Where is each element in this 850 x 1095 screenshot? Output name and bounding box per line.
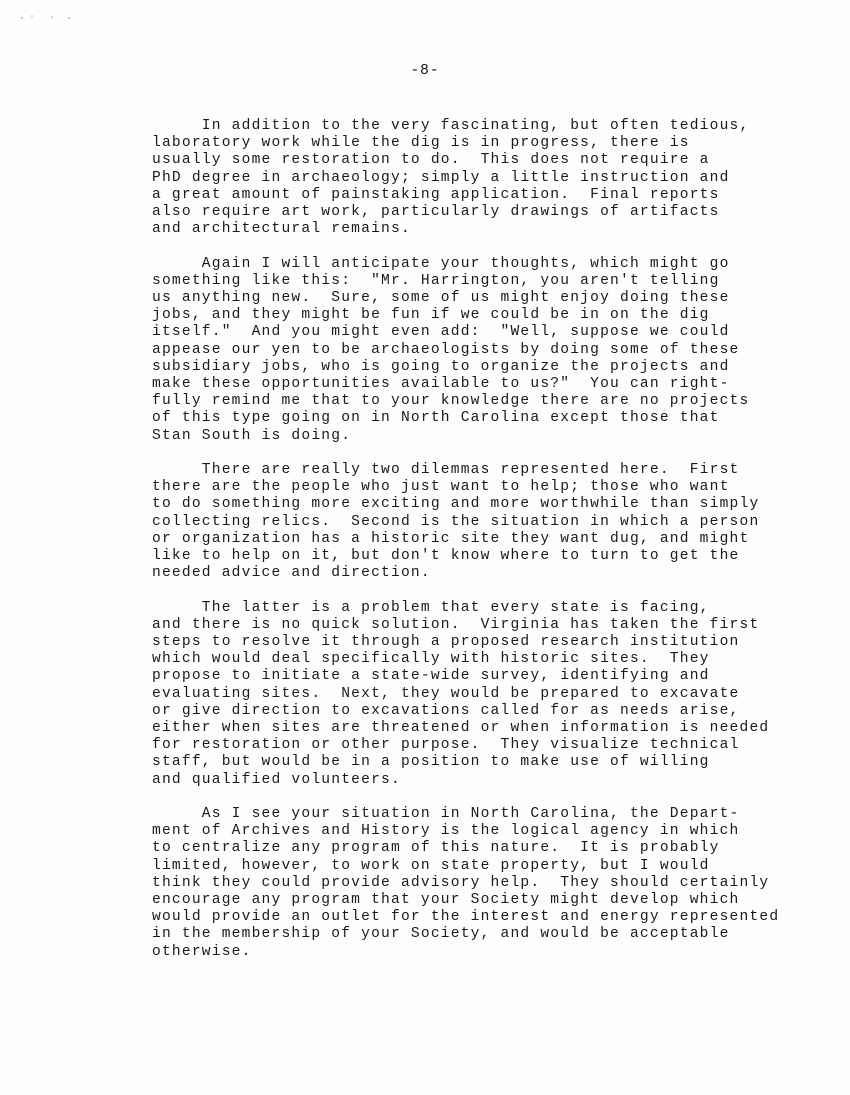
text-line: a great amount of painstaking application. Final reports (152, 186, 720, 203)
text-line: limited, however, to work on state property, but I would (152, 857, 710, 874)
text-line: steps to resolve it through a proposed research institution (152, 634, 740, 651)
text-line: laboratory work while the dig is in progress, there is (152, 135, 690, 152)
text-line: itself." And you might even add: "Well, suppose we could (152, 324, 730, 341)
text-line: which would deal specifically with historic sites. They (152, 651, 710, 668)
page-number: -8- (410, 63, 440, 79)
text-line: usually some restoration to do. This does not require a (152, 152, 710, 169)
text-line: and qualified volunteers. (152, 771, 401, 788)
text-line: us anything new. Sure, some of us might enjoy doing these (152, 290, 730, 307)
text-line: of this type going on in North Carolina except those that (152, 410, 720, 427)
text-line: There are really two dilemmas represented here. First (152, 462, 740, 479)
body-text (152, 118, 792, 978)
text-line: appease our yen to be archaeologists by doing some of these (152, 341, 740, 358)
text-line: or organization has a historic site they want dug, and might (152, 530, 750, 547)
text-line: Again I will anticipate your thoughts, which might go (152, 255, 730, 272)
paragraph (152, 462, 792, 582)
text-line: to centralize any program of this nature. It is probably (152, 840, 720, 857)
text-line: propose to initiate a state-wide survey, identifying and (152, 668, 710, 685)
text-line: ment of Archives and History is the logical agency in which (152, 823, 740, 840)
paragraph (152, 806, 792, 961)
paragraph (152, 600, 792, 789)
text-line: or give direction to excavations called for as needs arise, (152, 702, 740, 719)
text-line: fully remind me that to your knowledge there are no projects (152, 393, 750, 410)
text-line: subsidiary jobs, who is going to organize the projects and (152, 358, 730, 375)
paragraph (152, 118, 792, 238)
text-line: PhD degree in archaeology; simply a little instruction and (152, 169, 730, 186)
text-line: needed advice and direction. (152, 565, 431, 582)
text-line: staff, but would be in a position to make use of willing (152, 754, 710, 771)
text-line: something like this: "Mr. Harrington, you aren't telling (152, 272, 720, 289)
text-line: make these opportunities available to us?" You can right- (152, 376, 730, 393)
paper-specks (18, 12, 78, 22)
text-line: to do something more exciting and more worthwhile than simply (152, 496, 760, 513)
text-line: otherwise. (152, 943, 252, 960)
text-line: in the membership of your Society, and would be acceptable (152, 926, 730, 943)
text-line: and there is no quick solution. Virginia has taken the first (152, 616, 760, 633)
text-line: and architectural remains. (152, 221, 411, 238)
text-line: collecting relics. Second is the situation in which a person (152, 513, 760, 530)
text-line: In addition to the very fascinating, but often tedious, (152, 118, 750, 134)
text-line: encourage any program that your Society might develop which (152, 892, 740, 909)
text-line: either when sites are threatened or when information is needed (152, 720, 770, 737)
paragraph (152, 256, 792, 445)
text-line: also require art work, particularly drawings of artifacts (152, 204, 720, 221)
text-line: there are the people who just want to help; those who want (152, 479, 730, 496)
text-line: evaluating sites. Next, they would be prepared to excavate (152, 685, 740, 702)
text-line: As I see your situation in North Carolina, the Depart- (152, 806, 740, 823)
text-line: Stan South is doing. (152, 427, 352, 444)
text-line: would provide an outlet for the interest and energy represented (152, 909, 780, 926)
text-line: The latter is a problem that every state is facing, (152, 599, 710, 616)
text-line: think they could provide advisory help. They should certainly (152, 874, 770, 891)
text-line: for restoration or other purpose. They visualize technical (152, 737, 740, 754)
text-line: jobs, and they might be fun if we could be in on the dig (152, 307, 710, 324)
text-line: like to help on it, but don't know where to turn to get the (152, 548, 740, 565)
